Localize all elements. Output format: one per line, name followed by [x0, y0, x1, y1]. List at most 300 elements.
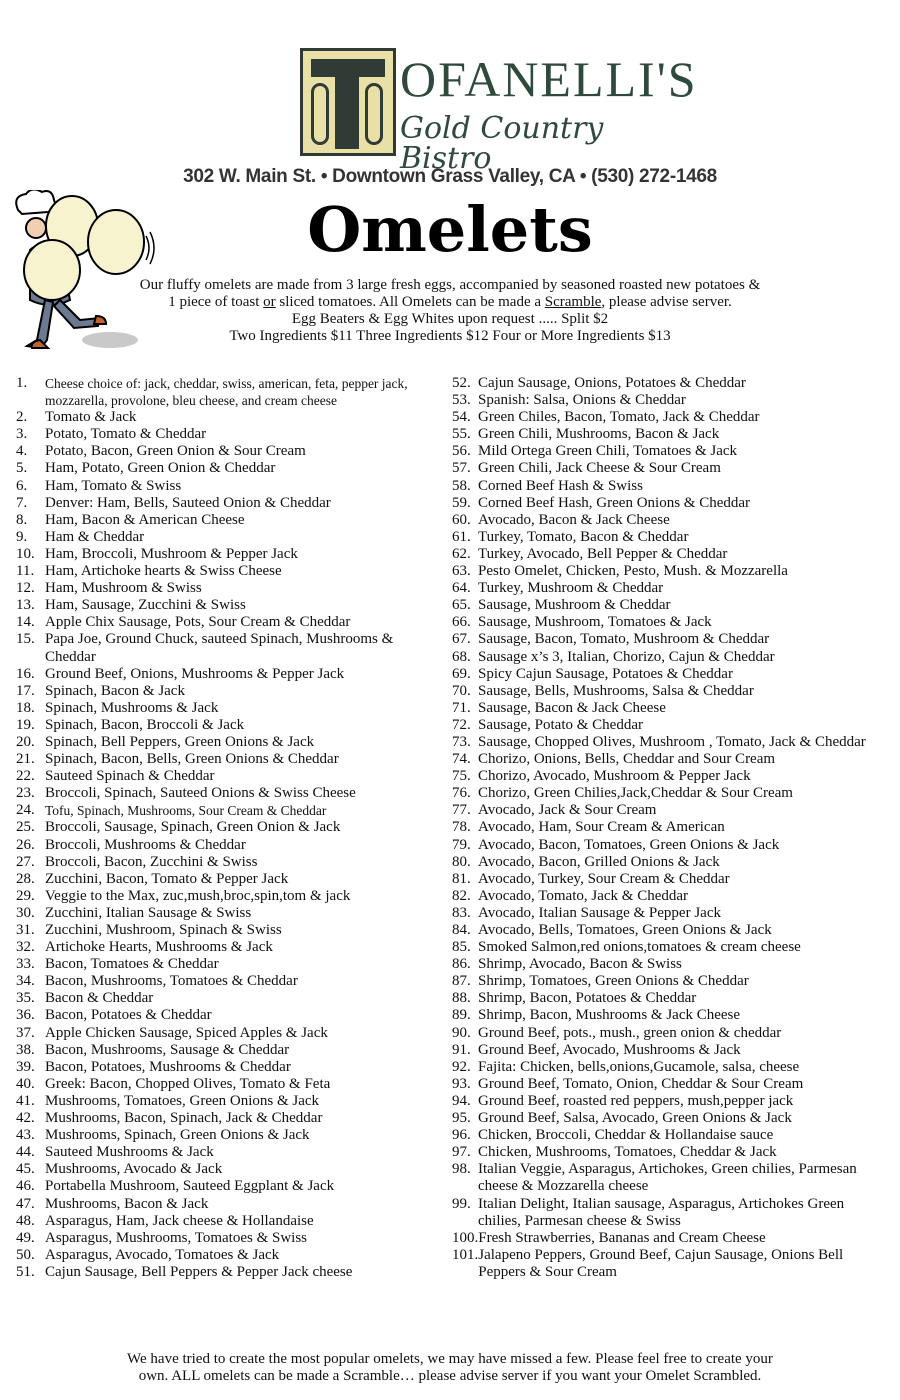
omelet-number: 91.	[452, 1041, 471, 1058]
omelet-item	[16, 1264, 436, 1281]
omelet-number: 61.	[452, 528, 471, 545]
omelet-number: 44.	[16, 1144, 35, 1161]
omelet-item	[16, 478, 436, 495]
omelet-item	[452, 768, 872, 785]
omelet-description: Shrimp, Bacon, Potatoes & Cheddar	[478, 990, 697, 1007]
omelet-number: 12.	[16, 580, 35, 597]
omelet-item	[16, 1161, 436, 1178]
omelet-description: Bacon & Cheddar	[45, 990, 154, 1007]
omelet-description: Ham, Bacon & American Cheese	[45, 511, 245, 528]
omelet-description: Chicken, Broccoli, Cheddar & Hollandaise sauce	[478, 1127, 774, 1144]
omelet-description: Avocado, Tomato, Jack & Cheddar	[478, 887, 689, 904]
omelet-number: 16.	[16, 665, 35, 682]
omelet-item	[16, 888, 436, 905]
omelet-description: Ground Beef, Onions, Mushrooms & Pepper Jack	[45, 665, 345, 682]
omelet-number: 74.	[452, 751, 471, 768]
omelet-description: Ham & Cheddar	[45, 528, 145, 545]
omelet-number: 19.	[16, 716, 35, 733]
omelet-number: 49.	[16, 1229, 35, 1246]
omelet-description: Sausage, Bells, Mushrooms, Salsa & Cheddar	[478, 682, 754, 699]
omelet-number: 48.	[16, 1212, 35, 1229]
omelet-number: 6.	[16, 477, 28, 494]
omelet-number: 14.	[16, 614, 35, 631]
omelet-description: Zucchini, Bacon, Tomato & Pepper Jack	[45, 870, 289, 887]
omelet-item	[452, 973, 872, 990]
omelet-number: 96.	[452, 1127, 471, 1144]
omelet-description: Smoked Salmon,red onions,tomatoes & cream cheese	[478, 939, 801, 956]
omelet-description: Cajun Sausage, Bell Peppers & Pepper Jack cheese	[45, 1263, 353, 1280]
omelet-item	[16, 546, 436, 563]
omelet-item	[16, 1093, 436, 1110]
omelet-number: 56.	[452, 443, 471, 460]
omelet-number: 51.	[16, 1263, 35, 1280]
omelet-description: Corned Beef Hash, Green Onions & Cheddar	[478, 494, 751, 511]
omelet-item	[16, 1247, 436, 1264]
omelet-description: Ham, Potato, Green Onion & Cheddar	[45, 460, 276, 477]
omelet-description: Avocado, Turkey, Sour Cream & Cheddar	[478, 870, 730, 887]
omelet-number: 62.	[452, 545, 471, 562]
omelet-number: 84.	[452, 922, 471, 938]
footer-note	[60, 1351, 840, 1385]
omelet-description: Sauteed Spinach & Cheddar	[45, 768, 215, 785]
omelet-description: Mushrooms, Avocado & Jack	[45, 1161, 223, 1178]
omelet-description: Greek: Bacon, Chopped Olives, Tomato & Feta	[45, 1075, 331, 1092]
omelet-item	[452, 1127, 872, 1144]
omelet-description: Avocado, Ham, Sour Cream & American	[478, 819, 725, 836]
omelet-number: 28.	[16, 870, 35, 887]
omelet-number: 76.	[452, 785, 471, 802]
omelet-description: Shrimp, Tomatoes, Green Onions & Cheddar	[478, 973, 749, 990]
omelet-number: 94.	[452, 1092, 471, 1109]
omelet-description: Bacon, Potatoes, Mushrooms & Cheddar	[45, 1058, 291, 1075]
omelet-description: Mild Ortega Green Chili, Tomatoes & Jack	[478, 443, 738, 460]
omelet-item	[16, 495, 436, 512]
omelet-description: Sausage x’s 3, Italian, Chorizo, Cajun & Cheddar	[478, 648, 775, 665]
omelet-item	[452, 614, 872, 631]
omelet-item	[452, 597, 872, 614]
omelet-number: 29.	[16, 887, 35, 904]
omelet-description: Spanish: Salsa, Onions & Cheddar	[478, 392, 686, 409]
omelet-description: Broccoli, Bacon, Zucchini & Swiss	[45, 853, 258, 870]
omelet-description: Ground Beef, Tomato, Onion, Cheddar & Sour Cream	[478, 1075, 804, 1092]
omelet-number: 64.	[452, 580, 471, 597]
omelet-description: Italian Veggie, Asparagus, Artichokes, Green chilies, Parmesan cheese & Mozzarella cheese	[478, 1161, 857, 1195]
omelet-number: 13.	[16, 597, 35, 614]
omelet-description: Green Chiles, Bacon, Tomato, Jack & Cheddar	[478, 409, 760, 426]
omelet-number: 27.	[16, 853, 35, 870]
omelet-item	[16, 956, 436, 973]
omelet-item	[16, 1178, 436, 1195]
omelet-number: 40.	[16, 1075, 35, 1092]
pricing-line: Two Ingredients $11 Three Ingredients $12 Four or More Ingredients $13	[229, 328, 671, 344]
omelet-description: Asparagus, Avocado, Tomatoes & Jack	[45, 1246, 280, 1263]
omelet-item	[16, 683, 436, 700]
omelet-item	[16, 717, 436, 734]
omelet-description: Shrimp, Avocado, Bacon & Swiss	[478, 956, 682, 973]
omelet-item	[16, 700, 436, 717]
omelet-list-left	[16, 375, 436, 1281]
omelet-number: 32.	[16, 939, 35, 956]
omelet-number: 66.	[452, 614, 471, 631]
omelet-description: Shrimp, Bacon, Mushrooms & Jack Cheese	[478, 1007, 741, 1024]
omelet-item	[16, 1144, 436, 1161]
omelet-item	[452, 580, 872, 597]
omelet-description: Pesto Omelet, Chicken, Pesto, Mush. & Mozzarella	[478, 563, 788, 580]
omelet-description: Chorizo, Onions, Bells, Cheddar and Sour Cream	[478, 751, 776, 768]
omelet-item	[452, 460, 872, 477]
omelet-number: 15.	[16, 631, 35, 648]
omelet-number: 63.	[452, 563, 471, 580]
omelet-item	[16, 580, 436, 597]
omelet-item	[452, 837, 872, 854]
omelet-description: Spicy Cajun Sausage, Potatoes & Cheddar	[478, 665, 733, 682]
omelet-number: 30.	[16, 904, 35, 921]
omelet-description: Bacon, Potatoes & Cheddar	[45, 1007, 212, 1024]
omelet-item	[16, 837, 436, 854]
omelet-description: Bacon, Tomatoes & Cheddar	[45, 956, 219, 973]
omelet-item	[16, 1042, 436, 1059]
omelet-number: 65.	[452, 597, 471, 614]
omelet-number: 101.	[452, 1246, 479, 1263]
omelet-item	[16, 990, 436, 1007]
omelet-item	[452, 631, 872, 648]
omelet-item	[452, 683, 872, 700]
omelet-item	[452, 819, 872, 836]
omelet-item	[452, 734, 872, 751]
omelet-description: Sausage, Mushroom & Cheddar	[478, 597, 671, 614]
omelet-item	[452, 666, 872, 683]
omelet-item	[16, 768, 436, 785]
omelet-description: Spinach, Mushrooms & Jack	[45, 699, 219, 716]
omelet-item	[16, 1076, 436, 1093]
omelet-item	[16, 512, 436, 529]
omelet-description: Avocado, Bacon, Tomatoes, Green Onions & Jack	[478, 836, 780, 853]
omelet-description: Avocado, Bacon, Grilled Onions & Jack	[478, 853, 720, 870]
omelet-item	[16, 871, 436, 888]
omelet-number: 54.	[452, 409, 471, 426]
omelet-number: 71.	[452, 699, 471, 716]
omelet-item	[452, 478, 872, 495]
omelet-item	[452, 1110, 872, 1127]
omelet-item	[452, 1144, 872, 1161]
omelet-item	[16, 802, 436, 819]
omelet-number: 11.	[16, 563, 35, 580]
omelet-number: 95.	[452, 1110, 471, 1127]
omelet-item	[452, 717, 872, 734]
omelet-description: Apple Chix Sausage, Pots, Sour Cream & Cheddar	[45, 614, 351, 631]
omelet-number: 47.	[16, 1195, 35, 1212]
omelet-number: 57.	[452, 460, 471, 477]
omelet-description: Potato, Tomato & Cheddar	[45, 426, 207, 443]
omelet-number: 100.	[452, 1229, 479, 1246]
omelet-item	[452, 1161, 872, 1195]
omelet-description: Zucchini, Mushroom, Spinach & Swiss	[45, 922, 282, 938]
omelet-number: 93.	[452, 1075, 471, 1092]
omelet-item	[16, 529, 436, 546]
omelet-item	[452, 529, 872, 546]
omelet-description: Mushrooms, Bacon, Spinach, Jack & Cheddar	[45, 1110, 323, 1127]
omelet-item	[16, 631, 436, 665]
omelet-description: Denver: Ham, Bells, Sauteed Onion & Cheddar	[45, 494, 331, 511]
omelet-item	[452, 1007, 872, 1024]
omelet-item	[452, 426, 872, 443]
omelet-description: Spinach, Bell Peppers, Green Onions & Jack	[45, 733, 315, 750]
omelet-description: Ham, Tomato & Swiss	[45, 477, 182, 494]
omelet-description: Chicken, Mushrooms, Tomatoes, Cheddar & Jack	[478, 1144, 777, 1161]
omelet-item	[452, 990, 872, 1007]
omelet-number: 39.	[16, 1058, 35, 1075]
omelet-description: Sausage, Chopped Olives, Mushroom , Tomato, Jack & Cheddar	[478, 733, 866, 750]
omelet-number: 38.	[16, 1041, 35, 1058]
omelet-description: Fresh Strawberries, Bananas and Cream Cheese	[478, 1229, 766, 1246]
omelet-item	[452, 375, 872, 392]
footer-line-2: own. ALL omelets can be made a Scramble… please advise server if you want your Omelet Scrambled.	[138, 1368, 762, 1384]
omelet-number: 52.	[452, 375, 471, 391]
omelet-number: 99.	[452, 1195, 471, 1212]
omelet-number: 8.	[16, 511, 28, 528]
omelet-description: Broccoli, Sausage, Spinach, Green Onion & Jack	[45, 819, 341, 836]
omelet-number: 31.	[16, 922, 35, 938]
omelet-item	[16, 905, 436, 922]
omelet-item	[452, 1059, 872, 1076]
omelet-number: 87.	[452, 973, 471, 990]
omelet-number: 3.	[16, 426, 28, 443]
omelet-item	[452, 1042, 872, 1059]
omelet-number: 60.	[452, 511, 471, 528]
omelet-number: 42.	[16, 1110, 35, 1127]
omelet-description: Chorizo, Avocado, Mushroom & Pepper Jack	[478, 768, 751, 785]
brand-name: OFANELLI'S	[400, 51, 698, 107]
omelet-item	[452, 700, 872, 717]
omelet-number: 45.	[16, 1161, 35, 1178]
omelet-number: 80.	[452, 853, 471, 870]
omelet-number: 85.	[452, 939, 471, 956]
omelet-item	[452, 785, 872, 802]
restaurant-address: 302 W. Main St. • Downtown Grass Valley, CA • (530) 272-1468	[183, 166, 717, 187]
omelet-description: Spinach, Bacon, Bells, Green Onions & Cheddar	[45, 751, 339, 768]
omelet-item	[452, 1093, 872, 1110]
omelet-item	[452, 1196, 872, 1230]
omelet-item	[16, 1127, 436, 1144]
intro-line-2: 1 piece of toast or sliced tomatoes. All Omelets can be made a Scramble, please advise server.	[168, 294, 732, 310]
omelet-number: 22.	[16, 768, 35, 785]
omelet-item	[452, 888, 872, 905]
omelet-description: Broccoli, Spinach, Sauteed Onions & Swiss Cheese	[45, 785, 356, 802]
omelet-item	[16, 563, 436, 580]
omelet-description: Ham, Artichoke hearts & Swiss Cheese	[45, 563, 282, 580]
omelet-item	[16, 922, 436, 939]
omelet-description: Turkey, Mushroom & Cheddar	[478, 580, 664, 597]
omelet-number: 41.	[16, 1092, 35, 1109]
omelet-number: 82.	[452, 887, 471, 904]
omelet-item	[16, 785, 436, 802]
omelet-number: 55.	[452, 426, 471, 443]
omelet-item	[16, 443, 436, 460]
omelet-number: 4.	[16, 443, 28, 460]
omelet-number: 53.	[452, 392, 471, 409]
omelet-number: 50.	[16, 1246, 35, 1263]
brand-subtitle: Gold Country Bistro	[400, 111, 604, 176]
omelet-item	[452, 939, 872, 956]
omelet-list-right	[452, 375, 872, 1281]
omelet-description: Broccoli, Mushrooms & Cheddar	[45, 836, 246, 853]
omelet-item	[452, 649, 872, 666]
omelet-description: Sausage, Bacon, Tomato, Mushroom & Cheddar	[478, 631, 770, 648]
omelet-item	[452, 1247, 872, 1281]
omelet-item	[16, 375, 436, 409]
omelet-description: Mushrooms, Bacon & Jack	[45, 1195, 209, 1212]
omelet-number: 77.	[452, 802, 471, 819]
omelet-number: 59.	[452, 494, 471, 511]
omelet-number: 20.	[16, 733, 35, 750]
omelet-item	[16, 1025, 436, 1042]
omelet-description: Potato, Bacon, Green Onion & Sour Cream	[45, 443, 306, 460]
omelet-description: Bacon, Mushrooms, Sausage & Cheddar	[45, 1041, 290, 1058]
omelet-number: 97.	[452, 1144, 471, 1161]
omelet-number: 24.	[16, 802, 35, 819]
omelet-description: Asparagus, Ham, Jack cheese & Hollandaise	[45, 1212, 314, 1229]
omelet-number: 7.	[16, 494, 28, 511]
omelet-description: Italian Delight, Italian sausage, Asparagus, Artichokes Green chilies, Parmesan cheese & Swiss	[478, 1195, 845, 1229]
omelet-number: 75.	[452, 768, 471, 785]
omelet-description: Jalapeno Peppers, Ground Beef, Cajun Sausage, Onions Bell Peppers & Sour Cream	[478, 1246, 844, 1280]
omelet-number: 90.	[452, 1024, 471, 1041]
omelet-description: Papa Joe, Ground Chuck, sauteed Spinach, Mushrooms & Cheddar	[45, 631, 394, 665]
omelet-description: Bacon, Mushrooms, Tomatoes & Cheddar	[45, 973, 298, 990]
omelet-description: Cajun Sausage, Onions, Potatoes & Cheddar	[478, 375, 746, 391]
omelet-description: Avocado, Italian Sausage & Pepper Jack	[478, 904, 721, 921]
omelet-item	[16, 939, 436, 956]
omelet-number: 73.	[452, 733, 471, 750]
omelet-item	[16, 1230, 436, 1247]
omelet-item	[16, 854, 436, 871]
omelet-number: 78.	[452, 819, 471, 836]
omelet-item	[16, 1059, 436, 1076]
omelet-item	[452, 802, 872, 819]
omelet-description: Green Chili, Mushrooms, Bacon & Jack	[478, 426, 720, 443]
omelet-number: 17.	[16, 682, 35, 699]
omelet-description: Sausage, Bacon & Jack Cheese	[478, 699, 666, 716]
omelet-number: 98.	[452, 1161, 471, 1178]
omelet-number: 26.	[16, 836, 35, 853]
omelet-description: Tomato & Jack	[45, 409, 137, 426]
omelet-number: 72.	[452, 716, 471, 733]
omelet-description: Green Chili, Jack Cheese & Sour Cream	[478, 460, 721, 477]
omelet-number: 89.	[452, 1007, 471, 1024]
omelet-description: Ham, Sausage, Zucchini & Swiss	[45, 597, 246, 614]
omelet-number: 43.	[16, 1127, 35, 1144]
omelet-item	[16, 409, 436, 426]
omelet-item	[452, 409, 872, 426]
omelet-description: Spinach, Bacon, Broccoli & Jack	[45, 716, 245, 733]
omelet-number: 37.	[16, 1024, 35, 1041]
omelet-item	[452, 1230, 872, 1247]
omelet-item	[452, 751, 872, 768]
omelet-number: 5.	[16, 460, 28, 477]
omelet-number: 70.	[452, 682, 471, 699]
omelet-item	[452, 871, 872, 888]
omelet-description: Corned Beef Hash & Swiss	[478, 477, 643, 494]
omelet-intro	[90, 277, 810, 345]
omelet-number: 36.	[16, 1007, 35, 1024]
omelet-description: Ham, Broccoli, Mushroom & Pepper Jack	[45, 545, 298, 562]
restaurant-logo	[300, 48, 698, 176]
omelet-number: 2.	[16, 409, 28, 426]
omelet-description: Zucchini, Italian Sausage & Swiss	[45, 904, 252, 921]
omelet-description: Tofu, Spinach, Mushrooms, Sour Cream & Cheddar	[45, 803, 327, 819]
omelet-item	[16, 1007, 436, 1024]
omelet-description: Asparagus, Mushrooms, Tomatoes & Swiss	[45, 1229, 308, 1246]
omelet-item	[452, 495, 872, 512]
omelet-description: Apple Chicken Sausage, Spiced Apples & Jack	[45, 1024, 328, 1041]
omelet-description: Fajita: Chicken, bells,onions,Gucamole, salsa, cheese	[478, 1058, 800, 1075]
omelet-item	[16, 1213, 436, 1230]
omelet-number: 69.	[452, 665, 471, 682]
omelet-description: Veggie to the Max, zuc,mush,broc,spin,tom & jack	[45, 887, 351, 904]
omelet-number: 88.	[452, 990, 471, 1007]
omelet-item	[16, 666, 436, 683]
omelet-item	[16, 1110, 436, 1127]
omelet-description: Sausage, Potato & Cheddar	[478, 716, 643, 733]
omelet-item	[452, 512, 872, 529]
omelet-number: 10.	[16, 545, 35, 562]
omelet-item	[16, 973, 436, 990]
omelet-item	[452, 854, 872, 871]
omelet-number: 92.	[452, 1058, 471, 1075]
omelet-number: 83.	[452, 904, 471, 921]
omelet-number: 67.	[452, 631, 471, 648]
omelet-number: 18.	[16, 699, 35, 716]
omelet-item	[452, 1076, 872, 1093]
omelet-item	[452, 905, 872, 922]
omelet-item	[452, 956, 872, 973]
omelet-item	[16, 614, 436, 631]
omelet-number: 1.	[16, 375, 28, 391]
omelet-description: Mushrooms, Tomatoes, Green Onions & Jack	[45, 1092, 320, 1109]
omelet-number: 25.	[16, 819, 35, 836]
omelet-description: Avocado, Bells, Tomatoes, Green Onions & Jack	[478, 922, 772, 938]
omelet-item	[452, 392, 872, 409]
omelet-item	[16, 1196, 436, 1213]
omelet-description: Spinach, Bacon & Jack	[45, 682, 185, 699]
omelet-item	[452, 1025, 872, 1042]
omelet-item	[452, 546, 872, 563]
omelet-description: Avocado, Bacon & Jack Cheese	[478, 511, 670, 528]
omelet-description: Avocado, Jack & Sour Cream	[478, 802, 657, 819]
logo-letter-t-icon	[300, 48, 396, 156]
omelet-item	[16, 819, 436, 836]
omelet-description: Ground Beef, Salsa, Avocado, Green Onions & Jack	[478, 1110, 792, 1127]
omelet-description: Cheese choice of: jack, cheddar, swiss, american, feta, pepper jack, mozzarella, provolone, bleu cheese, and cream cheese	[45, 376, 408, 409]
omelet-number: 34.	[16, 973, 35, 990]
omelet-description: Sauteed Mushrooms & Jack	[45, 1144, 214, 1161]
omelet-item	[452, 563, 872, 580]
omelet-number: 86.	[452, 956, 471, 973]
omelet-description: Artichoke Hearts, Mushrooms & Jack	[45, 939, 273, 956]
omelet-item	[452, 922, 872, 939]
omelet-number: 9.	[16, 528, 28, 545]
omelet-description: Chorizo, Green Chilies,Jack,Cheddar & Sour Cream	[478, 785, 793, 802]
omelet-number: 58.	[452, 477, 471, 494]
omelet-number: 33.	[16, 956, 35, 973]
omelet-description: Ground Beef, Avocado, Mushrooms & Jack	[478, 1041, 741, 1058]
footer-line-1: We have tried to create the most popular omelets, we may have missed a few. Please feel free to create your	[127, 1351, 773, 1367]
omelet-number: 68.	[452, 648, 471, 665]
omelet-item	[16, 734, 436, 751]
omelet-description: Sausage, Mushroom, Tomatoes & Jack	[478, 614, 712, 631]
omelet-number: 46.	[16, 1178, 35, 1195]
omelet-description: Ham, Mushroom & Swiss	[45, 580, 202, 597]
